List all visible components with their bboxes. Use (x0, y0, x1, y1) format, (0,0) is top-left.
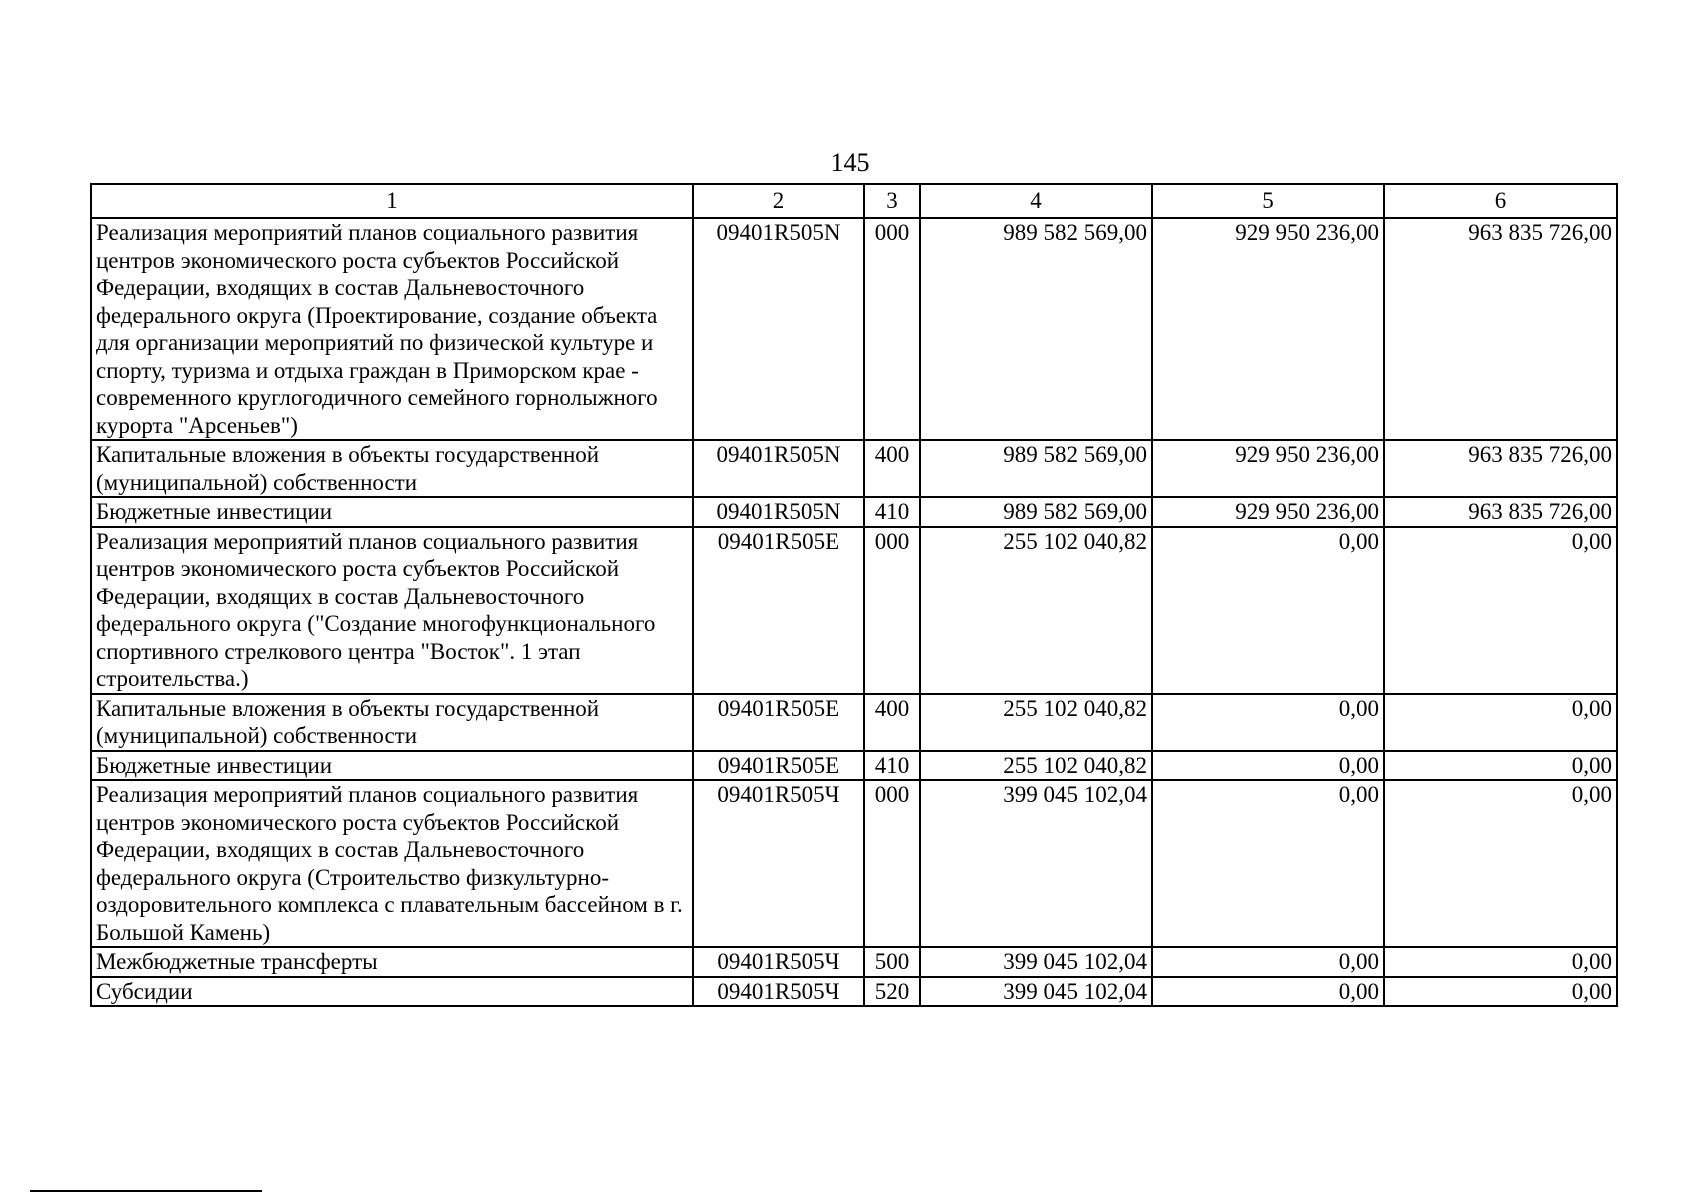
row-amount-4: 989 582 569,00 (920, 497, 1152, 527)
column-header-5: 5 (1152, 184, 1384, 218)
table-row (91, 497, 1617, 527)
row-code: 09401R505N (693, 497, 864, 527)
column-header-2: 2 (693, 184, 864, 218)
budget-table (90, 183, 1618, 1007)
footnote-separator (30, 1190, 262, 1192)
row-name: Бюджетные инвестиции (91, 751, 693, 781)
row-type: 000 (864, 780, 920, 947)
row-type: 410 (864, 497, 920, 527)
row-amount-6: 963 835 726,00 (1384, 218, 1617, 440)
row-name: Капитальные вложения в объекты государственной (муниципальной) собственности (91, 440, 693, 497)
row-code: 09401R505Ч (693, 947, 864, 977)
table-body (91, 218, 1617, 1006)
row-amount-5: 929 950 236,00 (1152, 440, 1384, 497)
row-amount-5: 929 950 236,00 (1152, 497, 1384, 527)
column-header-1: 1 (91, 184, 693, 218)
row-type: 400 (864, 440, 920, 497)
row-amount-5: 0,00 (1152, 751, 1384, 781)
row-amount-4: 989 582 569,00 (920, 440, 1152, 497)
row-amount-4: 989 582 569,00 (920, 218, 1152, 440)
row-code: 09401R505Ч (693, 977, 864, 1007)
row-code: 09401R505E (693, 694, 864, 751)
row-amount-4: 399 045 102,04 (920, 947, 1152, 977)
table-row (91, 780, 1617, 947)
table-row (91, 947, 1617, 977)
row-name: Реализация мероприятий планов социального развития центров экономического роста субъектов Российской Федерации, входящих в состав Дальневосточного федерального округа ("Создание многофункционального спортивного стрелкового центра "Восток". 1 этап строительства.) (91, 527, 693, 694)
row-type: 520 (864, 977, 920, 1007)
row-amount-4: 255 102 040,82 (920, 694, 1152, 751)
row-name: Субсидии (91, 977, 693, 1007)
row-amount-6: 0,00 (1384, 751, 1617, 781)
table-header (91, 184, 1617, 218)
table-row (91, 751, 1617, 781)
row-amount-6: 0,00 (1384, 947, 1617, 977)
row-name: Межбюджетные трансферты (91, 947, 693, 977)
row-amount-5: 929 950 236,00 (1152, 218, 1384, 440)
row-type: 400 (864, 694, 920, 751)
row-amount-6: 963 835 726,00 (1384, 440, 1617, 497)
row-code: 09401R505N (693, 218, 864, 440)
table-row (91, 218, 1617, 440)
table-row (91, 440, 1617, 497)
table-row (91, 694, 1617, 751)
row-amount-6: 0,00 (1384, 527, 1617, 694)
row-code: 09401R505Ч (693, 780, 864, 947)
column-header-3: 3 (864, 184, 920, 218)
row-amount-5: 0,00 (1152, 780, 1384, 947)
row-amount-4: 399 045 102,04 (920, 780, 1152, 947)
row-amount-6: 0,00 (1384, 977, 1617, 1007)
row-code: 09401R505N (693, 440, 864, 497)
row-amount-5: 0,00 (1152, 694, 1384, 751)
row-amount-6: 0,00 (1384, 694, 1617, 751)
row-amount-6: 0,00 (1384, 780, 1617, 947)
row-type: 500 (864, 947, 920, 977)
header-row (91, 184, 1617, 218)
row-amount-5: 0,00 (1152, 527, 1384, 694)
page-number: 145 (830, 148, 870, 177)
row-type: 000 (864, 527, 920, 694)
row-amount-6: 963 835 726,00 (1384, 497, 1617, 527)
row-name: Капитальные вложения в объекты государственной (муниципальной) собственности (91, 694, 693, 751)
row-amount-5: 0,00 (1152, 977, 1384, 1007)
row-amount-4: 399 045 102,04 (920, 977, 1152, 1007)
table-row (91, 527, 1617, 694)
row-type: 000 (864, 218, 920, 440)
column-header-4: 4 (920, 184, 1152, 218)
row-amount-4: 255 102 040,82 (920, 751, 1152, 781)
row-code: 09401R505E (693, 751, 864, 781)
row-name: Реализация мероприятий планов социального развития центров экономического роста субъектов Российской Федерации, входящих в состав Дальневосточного федерального округа (Проектирование, создание объекта для организации мероприятий по физической культуре и спорту, туризма и отдыха граждан в Приморском крае - современного круглогодичного семейного горнолыжного курорта "Арсеньев") (91, 218, 693, 440)
row-amount-4: 255 102 040,82 (920, 527, 1152, 694)
row-name: Реализация мероприятий планов социального развития центров экономического роста субъектов Российской Федерации, входящих в состав Дальневосточного федерального округа (Строительство физкультурно-оздоровительного комплекса с плавательным бассейном в г. Большой Камень) (91, 780, 693, 947)
column-header-6: 6 (1384, 184, 1617, 218)
table-row (91, 977, 1617, 1007)
row-code: 09401R505E (693, 527, 864, 694)
row-amount-5: 0,00 (1152, 947, 1384, 977)
row-name: Бюджетные инвестиции (91, 497, 693, 527)
row-type: 410 (864, 751, 920, 781)
